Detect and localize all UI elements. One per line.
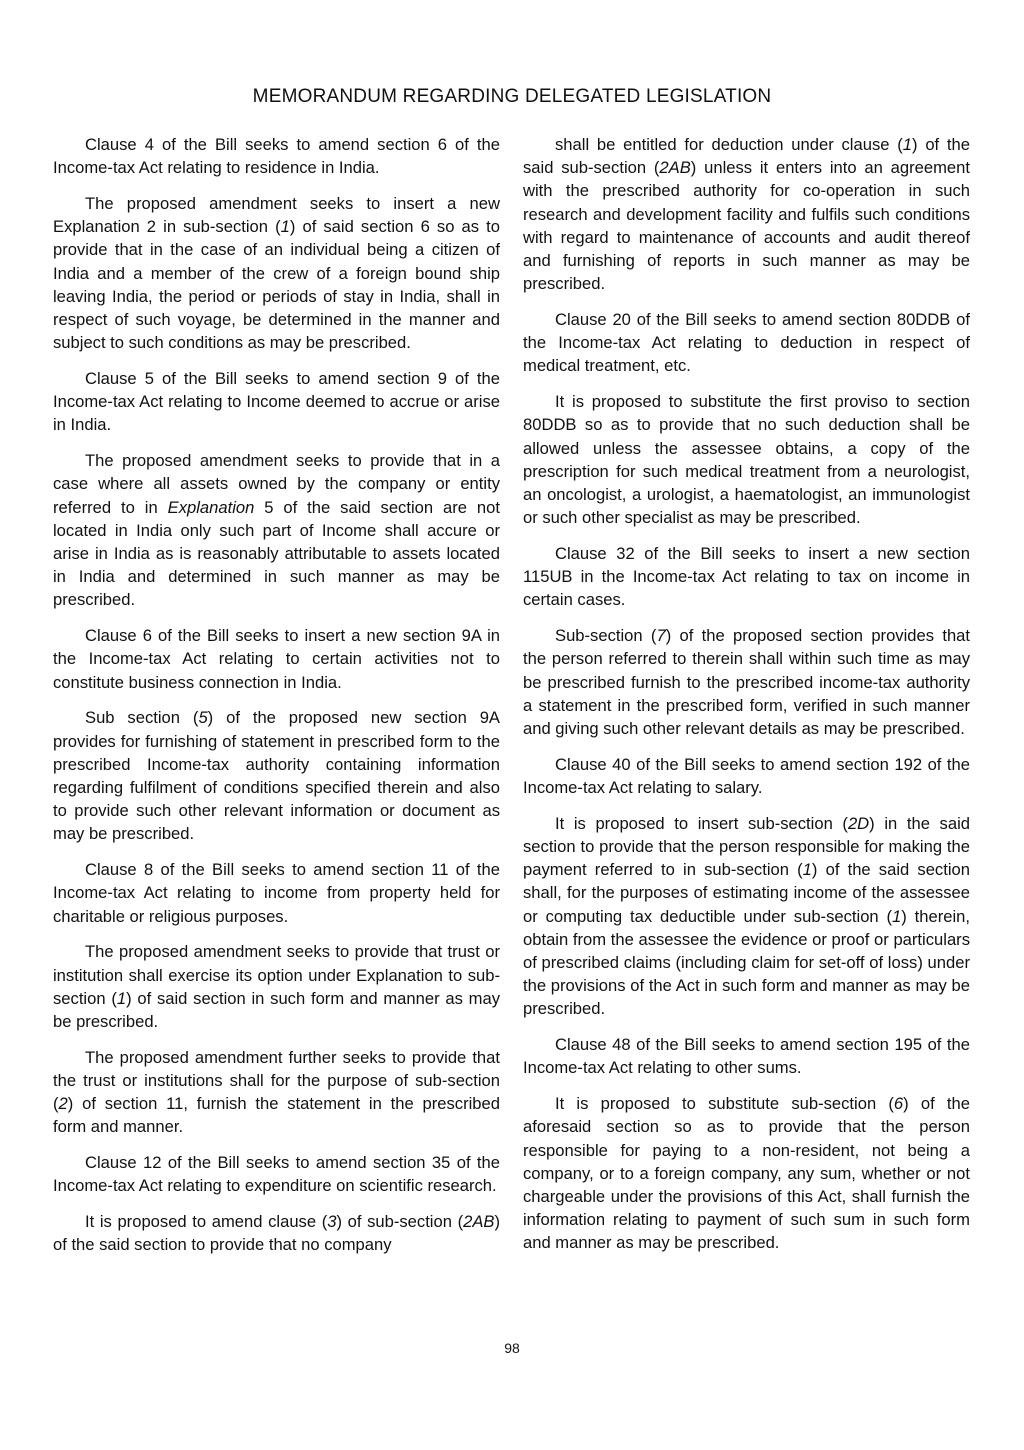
paragraph — [523, 390, 970, 529]
text-run: The proposed amendment seeks to insert a new Explanation 2 in sub-section ( — [53, 194, 500, 237]
italic-text: 2D — [847, 813, 870, 833]
italic-text: 2AB — [659, 158, 691, 178]
text-run: ) of the said section to provide that no company — [53, 1212, 500, 1255]
text-run: Clause 8 of the Bill seeks to amend section 11 of the Income-tax Act relating to income from property held for charitable or religious purposes. — [53, 860, 500, 926]
paragraph — [523, 624, 970, 740]
paragraph — [53, 367, 500, 437]
text-run: ) unless it enters into an agreement with the prescribed authority for co-operation in such research and development facility and fulfils such conditions with regard to maintenance of accounts and audit thereof and furnishing of reports in such manner as may be prescribed. — [523, 158, 970, 294]
text-run: ) therein, obtain from the assessee the evidence or proof or particulars of prescribed claims (including claim for set-off of loss) under the provisions of the Act in such form and manner as may be prescribed. — [523, 906, 971, 1019]
text-run: ) of the said sub-section ( — [523, 135, 970, 178]
text-run: ) of said section 6 so as to provide that in the case of an individual being a citizen of India and a member of the crew of a foreign bound ship leaving India, the period or periods of stay in India, shall in respect of such voyage, be determined in the manner and subject to such conditions as may be prescribed. — [53, 217, 500, 353]
text-run: ) of the said section shall, for the purposes of estimating income of the assessee or computing tax deductible under sub-section ( — [523, 860, 970, 926]
italic-text: 7 — [656, 626, 666, 646]
paragraph — [53, 133, 500, 179]
text-run: ) of the proposed new section 9A provides for furnishing of statement in prescribed form to the prescribed Income-tax authority containing information regarding fulfilment of conditions specified therein and also to provide such other relevant information or document as may be prescribed. — [53, 708, 500, 844]
paragraph — [523, 812, 970, 1021]
paragraph — [53, 858, 500, 928]
italic-text: 6 — [893, 1094, 904, 1114]
italic-text: 1 — [802, 860, 812, 880]
text-run: It is proposed to insert sub-section ( — [555, 813, 848, 833]
text-run: The proposed amendment further seeks to provide that the trust or institutions shall for the purpose of sub-section ( — [53, 1047, 500, 1114]
text-run: ) in the said section to provide that the person responsible for making the payment referred to in sub-section ( — [523, 813, 970, 880]
page-title: MEMORANDUM REGARDING DELEGATED LEGISLATION — [252, 86, 772, 107]
text-run: Clause 40 of the Bill seeks to amend section 192 of the Income-tax Act relating to salary. — [523, 754, 970, 798]
paragraph — [523, 753, 970, 799]
paragraph — [523, 1033, 970, 1079]
right-column — [523, 133, 970, 1267]
paragraph — [523, 308, 970, 378]
text-run: ) of sub-section ( — [336, 1212, 464, 1232]
text-run: Clause 5 of the Bill seeks to amend section 9 of the Income-tax Act relating to Income deemed to accrue or arise in India. — [53, 369, 500, 435]
paragraph — [53, 449, 500, 611]
text-run: Clause 32 of the Bill seeks to insert a new section 115UB in the Income-tax Act relating to tax on income in certain cases. — [523, 544, 970, 610]
text-run: Clause 12 of the Bill seeks to amend section 35 of the Income-tax Act relating to expenditure on scientific research. — [53, 1153, 500, 1196]
italic-text: 2 — [58, 1094, 68, 1114]
left-column — [53, 133, 500, 1269]
italic-text: 1 — [116, 988, 127, 1008]
text-run: Clause 48 of the Bill seeks to amend section 195 of the Income-tax Act relating to other sums. — [523, 1035, 970, 1078]
text-run: Clause 6 of the Bill seeks to insert a new section 9A in the Income-tax Act relating to certain activities not to constitute business connection in India. — [53, 626, 500, 692]
text-run: It is proposed to substitute sub-section ( — [555, 1094, 894, 1114]
text-run: The proposed amendment seeks to provide that trust or institution shall exercise its option under Explanation to sub-section ( — [53, 942, 500, 1008]
text-run: It is proposed to amend clause ( — [85, 1212, 328, 1232]
paragraph — [53, 706, 500, 845]
paragraph — [523, 1092, 970, 1254]
text-run: Clause 4 of the Bill seeks to amend section 6 of the Income-tax Act relating to residence in India. — [53, 135, 500, 178]
text-run: ) of the aforesaid section so as to provide that the person responsible for paying to a non-resident, not being a company, or to a foreign company, any sum, whether or not chargeable under the provisions of this Act, shall furnish the information relating to payment of such sum in such form and manner as may be prescribed. — [523, 1094, 970, 1253]
text-run: 5 of the said section are not located in India only such part of Income shall accure or arise in India as is reasonably attributable to assets located in India and determined in such manner as may be prescribed. — [53, 497, 501, 610]
paragraph — [53, 1210, 500, 1256]
paragraph — [53, 192, 500, 354]
paragraph — [523, 133, 970, 295]
text-run: Sub section ( — [85, 708, 199, 728]
page-number: 98 — [504, 1340, 520, 1356]
paragraph — [53, 1151, 500, 1197]
text-run: Sub-section ( — [555, 626, 657, 646]
italic-text: 1 — [892, 906, 902, 926]
text-run: ) of section 11, furnish the statement in the prescribed form and manner. — [53, 1094, 500, 1137]
paragraph — [53, 624, 500, 694]
text-run: The proposed amendment seeks to provide that in a case where all assets owned by the company or entity referred to in — [53, 451, 500, 517]
italic-text: 3 — [327, 1212, 337, 1232]
text-run: It is proposed to substitute the first proviso to section 80DDB so as to provide that no such deduction shall be allowed unless the assessee obtains, a copy of the prescription for such medical treatment from a neurologist, an oncologist, a urologist, a haematologist, an immunologist or such other specialist as may be prescribed. — [523, 392, 970, 528]
paragraph — [53, 940, 500, 1033]
italic-text: 5 — [198, 708, 208, 728]
italic-text: 1 — [280, 217, 290, 237]
italic-text: Explanation — [167, 497, 255, 517]
italic-text: 1 — [902, 135, 913, 154]
text-run: ) of said section in such form and manner as may be prescribed. — [53, 988, 500, 1032]
italic-text: 2AB — [463, 1212, 495, 1232]
text-run: shall be entitled for deduction under clause ( — [555, 135, 903, 154]
text-run: ) of the proposed section provides that the person referred to therein shall within such time as may be prescribed furnish to the prescribed income-tax authority a statement in the prescribed form, verified in such manner and giving such other relevant details as may be prescribed. — [523, 626, 971, 739]
paragraph — [53, 1046, 500, 1139]
text-run: Clause 20 of the Bill seeks to amend section 80DDB of the Income-tax Act relating to deduction in respect of medical treatment, etc. — [523, 310, 970, 376]
paragraph — [523, 542, 970, 612]
